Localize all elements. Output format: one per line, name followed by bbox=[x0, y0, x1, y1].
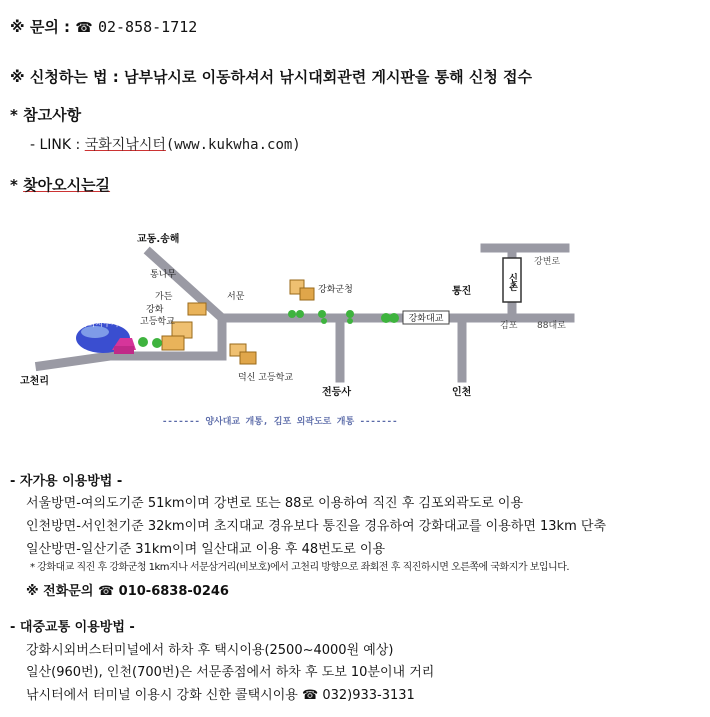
contact-label: 문의 : bbox=[29, 18, 71, 36]
car-phone-label: ※ 전화문의 bbox=[26, 584, 94, 599]
kukwha-link[interactable] bbox=[85, 137, 301, 153]
gimpo-label: 김포 bbox=[500, 321, 518, 331]
incheon-label: 인천 bbox=[452, 387, 472, 398]
transit-line-1 bbox=[26, 639, 393, 658]
bullet: * bbox=[10, 106, 18, 124]
tongjin-label: 통진 bbox=[452, 286, 472, 297]
notes-heading bbox=[10, 104, 81, 125]
gyodong-label: 교동.송해 bbox=[137, 234, 180, 245]
car-note bbox=[30, 558, 569, 573]
notes-title: 참고사항 bbox=[23, 106, 82, 124]
transit-title-text: - 대중교통 이용방법 - bbox=[10, 620, 135, 635]
phone-icon: ☎ bbox=[97, 584, 115, 599]
gangbyeon-label: 강변로 bbox=[534, 257, 561, 267]
car-line-1 bbox=[26, 492, 523, 511]
transit-line-2 bbox=[26, 661, 434, 680]
road-network bbox=[40, 248, 570, 378]
car-title-text: - 자가용 이용방법 - bbox=[10, 474, 123, 489]
jeondeungsa-label: 전등사 bbox=[322, 387, 351, 398]
car-line-text: 서울방면-여의도기준 51km이며 강변로 또는 88로 이용하여 직진 후 김포외곽도로 이용 bbox=[26, 496, 524, 511]
car-line-text: 일산방면-일산기준 31km이며 일산대교 이용 후 48번도로 이용 bbox=[26, 542, 386, 557]
link-name: 국화지낚시터 bbox=[84, 137, 166, 153]
bridge-label: 강화대교 bbox=[408, 314, 444, 324]
directions-map bbox=[0, 218, 710, 438]
phone-icon: ☎ bbox=[75, 20, 93, 36]
road-goheon bbox=[40, 356, 220, 366]
car-line-text: 인천방면-서인천기준 32km이며 초지대교 경유보다 통진을 경유하여 강화대교를 이용하면 13km 단축 bbox=[26, 519, 606, 534]
garden-label: 가든 bbox=[155, 292, 173, 302]
link-prefix: - LINK : bbox=[30, 137, 81, 153]
notice-label: ------- 양사대교 개통, 김포 외곽도로 개통 ------- bbox=[162, 417, 398, 427]
county-office-label: 강화군청 bbox=[318, 285, 353, 295]
notes-link-line bbox=[30, 134, 301, 154]
car-line-2 bbox=[26, 515, 606, 534]
transit-line-text: 일산(960번), 인천(700번)은 서문종점에서 하차 후 도보 10분이내 거리 bbox=[26, 665, 435, 680]
phone-icon: ☎ bbox=[301, 688, 319, 703]
contact-line bbox=[10, 16, 197, 37]
goheon-label: 고천리 bbox=[20, 376, 49, 387]
directions-heading bbox=[10, 174, 110, 195]
apply-line bbox=[10, 66, 532, 87]
road88-label: 88대로 bbox=[537, 321, 566, 331]
reference-mark: ※ bbox=[10, 68, 25, 86]
reference-mark: ※ bbox=[10, 18, 25, 36]
transit-title bbox=[10, 616, 135, 635]
link-url: (www.kukwha.com) bbox=[165, 137, 301, 153]
car-title bbox=[10, 470, 122, 489]
house-icon-body bbox=[114, 346, 134, 354]
apply-text: 신청하는 법 : 남부낚시로 이동하셔서 낚시대회관련 게시판을 통해 신청 접수 bbox=[29, 68, 533, 86]
car-note-text: * 강화대교 직진 후 강화군청 1km지나 서문삼거리(비보호)에서 고천리 방향으로 좌회전 후 직진하시면 오른쪽에 국화지가 보입니다. bbox=[30, 562, 570, 573]
ganghwa-high-label-1: 강화 bbox=[146, 305, 164, 315]
deoksin-label: 덕신 고등학교 bbox=[238, 373, 294, 383]
seomun-label: 서문 bbox=[227, 292, 245, 302]
transit-line-text: 강화시외버스터미널에서 하차 후 택시이용(2500~4000원 예상) bbox=[26, 643, 394, 658]
transit-line-text: 낚시터에서 터미널 이용시 강화 신한 콜택시이용 bbox=[26, 688, 298, 703]
contact-phone: 02-858-1712 bbox=[97, 18, 198, 36]
car-phone-line bbox=[26, 580, 229, 599]
car-line-3 bbox=[26, 538, 385, 557]
taxi-phone-number: 032)933-3131 bbox=[322, 688, 415, 703]
bullet: * bbox=[10, 176, 18, 194]
ganghwa-high-label-2: 고등학교 bbox=[140, 317, 175, 327]
sinchon-label: 신촌 bbox=[507, 273, 517, 291]
tongnamu-label: 통나무 bbox=[150, 270, 177, 280]
directions-title: 찾아오시는길 bbox=[23, 176, 111, 194]
kukhwa-label: 국화저수지 bbox=[80, 319, 119, 328]
car-phone-number: 010-6838-0246 bbox=[118, 584, 229, 599]
transit-line-3 bbox=[26, 684, 415, 703]
